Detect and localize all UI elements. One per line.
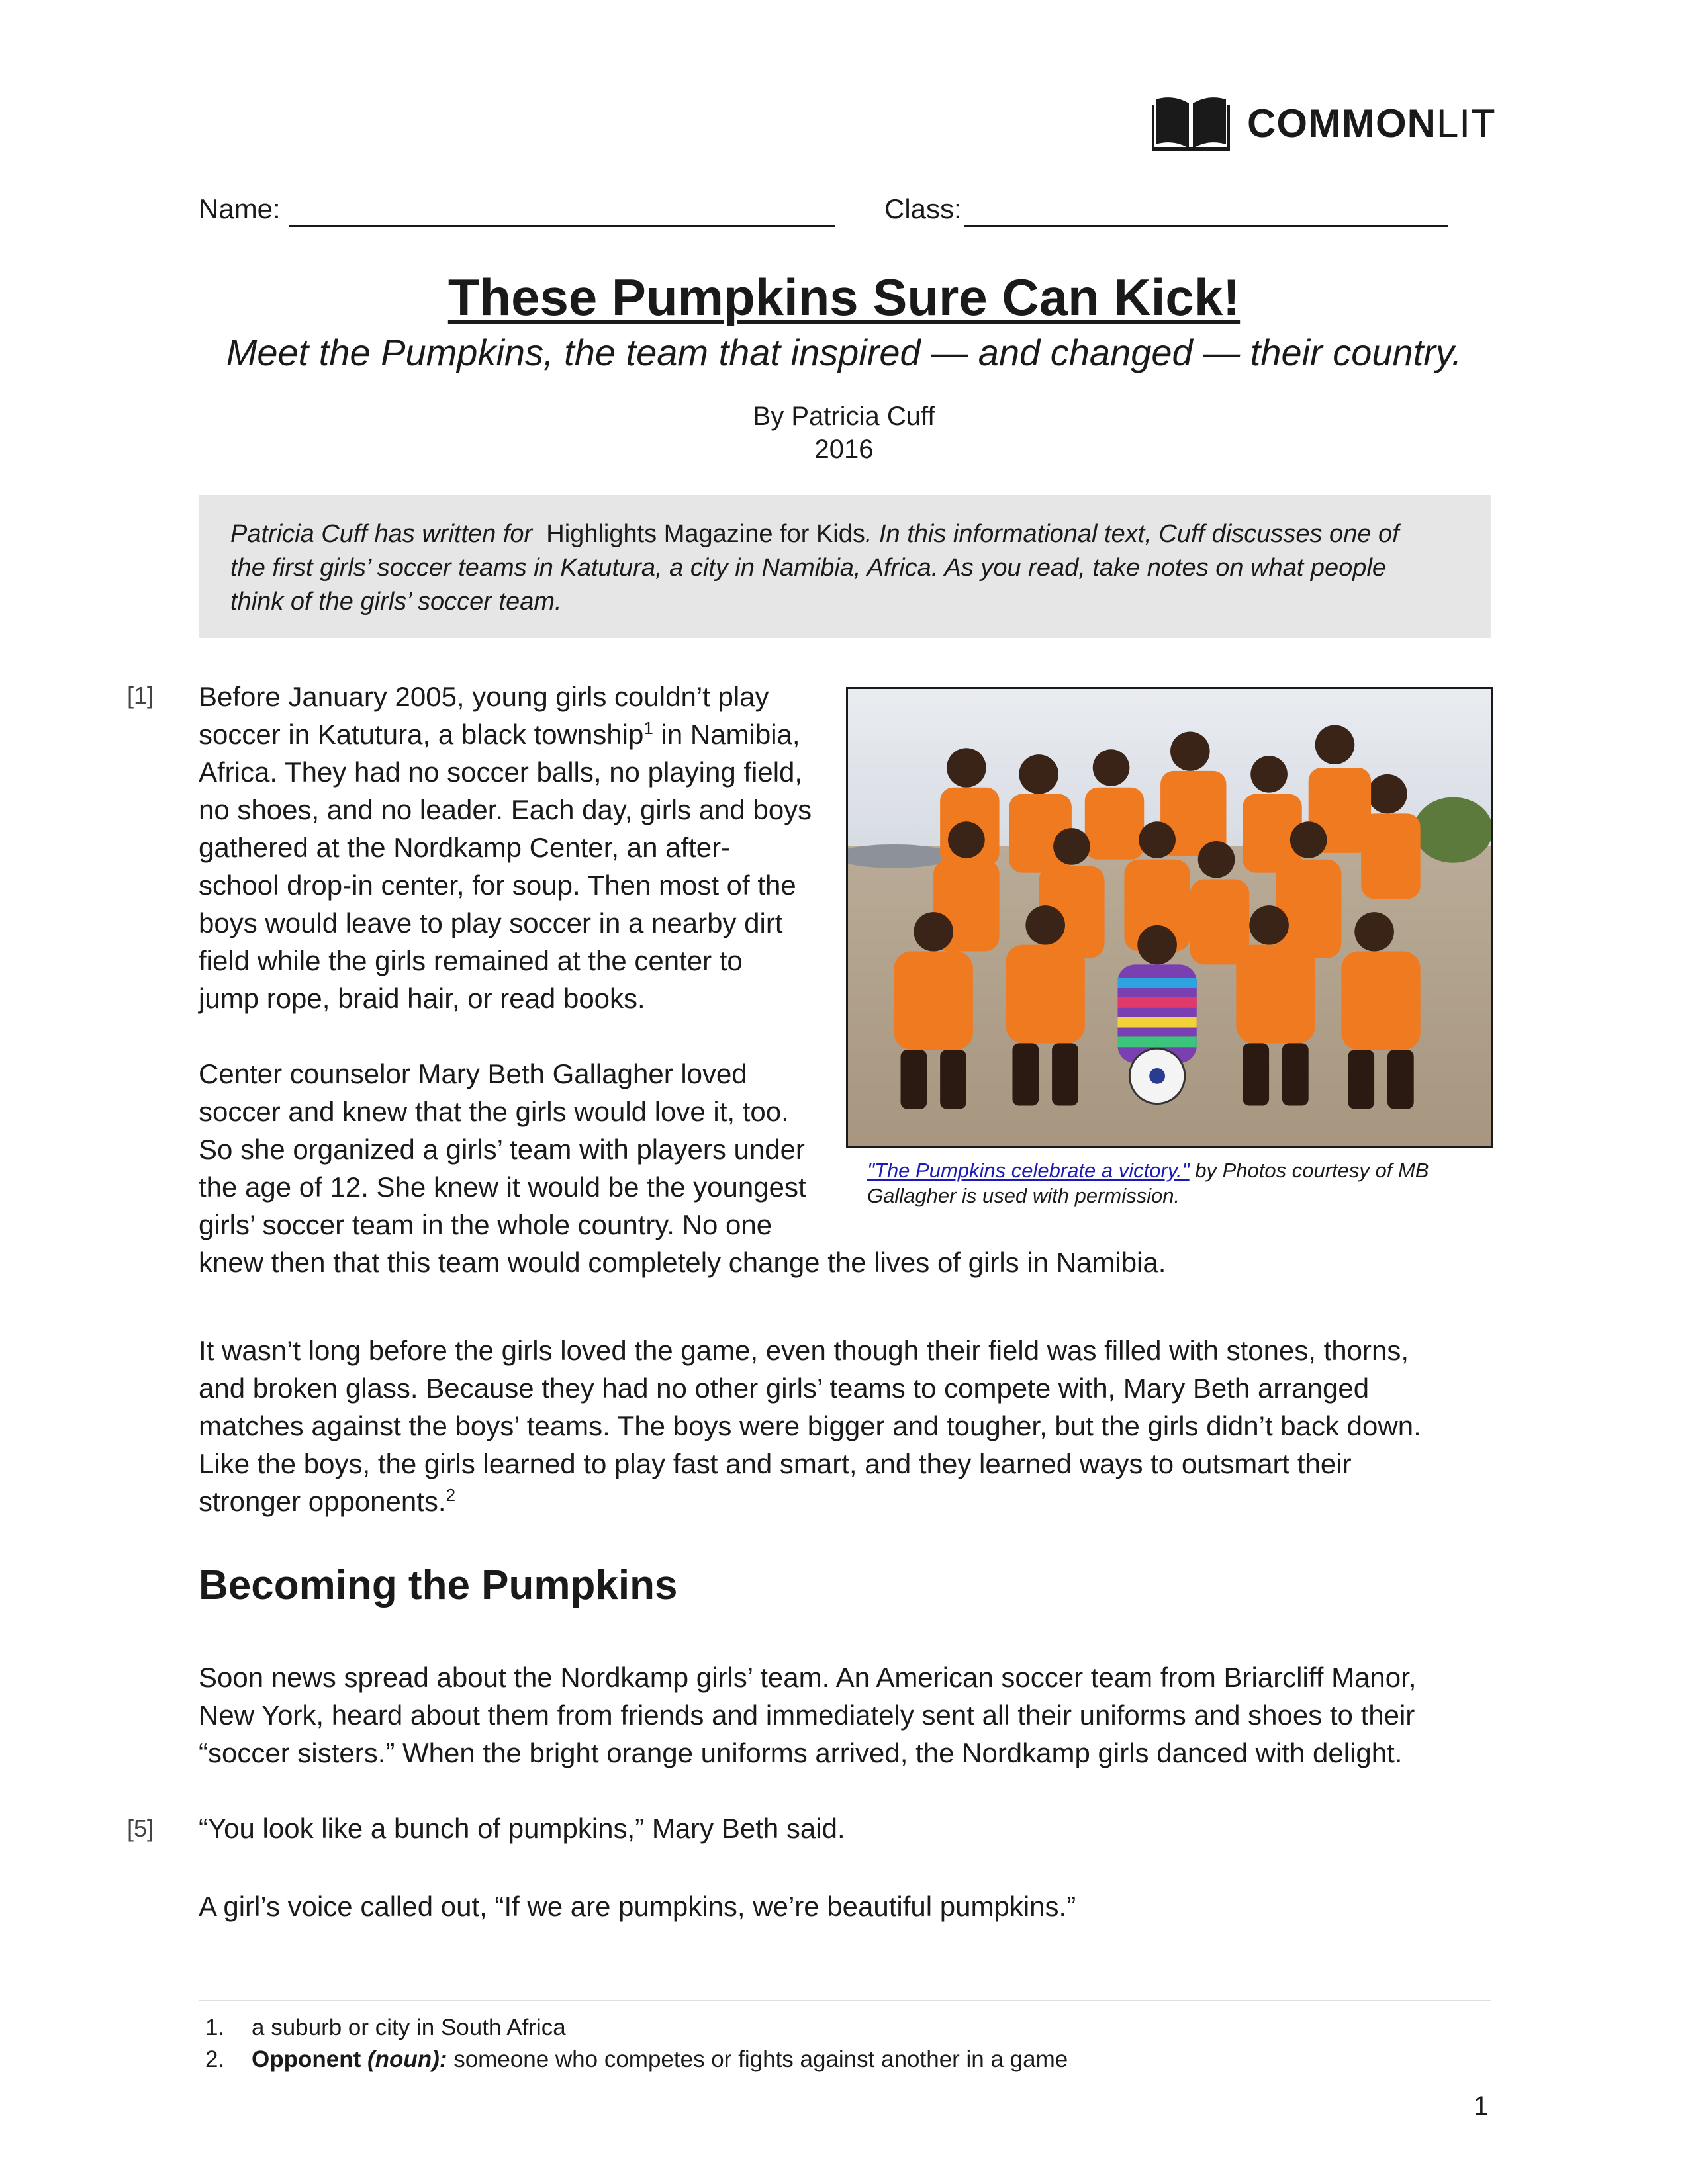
name-field[interactable] xyxy=(289,225,835,227)
intro-box: Patricia Cuff has written for Highlights Magazine for Kids. In this informational text, Cuff discusses one of the first girls’ soccer teams in Katutura, a city in Namibia, Africa. As you read, take notes on what people think of the girls’ soccer team. xyxy=(199,495,1491,638)
footnote-ref-1[interactable]: 1 xyxy=(643,718,653,738)
commonlit-logo xyxy=(1150,90,1501,156)
page-title: These Pumpkins Sure Can Kick! xyxy=(447,268,1241,326)
section-heading: Becoming the Pumpkins xyxy=(199,1563,678,1608)
footnote-1: 1. a suburb or city in South Africa xyxy=(205,2015,566,2040)
footnote-2: 2. Opponent (noun): someone who competes or fights against another in a game xyxy=(205,2046,1068,2072)
class-label: Class: xyxy=(884,193,962,224)
paragraph-number: [5] xyxy=(127,1815,154,1842)
brand-name: COMMONLIT xyxy=(1247,101,1496,146)
paragraph-1: Before January 2005, young girls couldn’t play soccer in Katutura, a black township$^1$ in Namibia, Africa. They had no soccer balls, no playing field, no shoes, and no leader. Each day, girls and boys gathered at the Nordkamp Center, an after- school drop-in center, for soup. Then most of the boys would leave to play soccer in a nearby dirt field while the girls remained at the center to jump rope, braid hair, or read books. xyxy=(199,681,812,1014)
footnote-divider xyxy=(199,2000,1491,2001)
author: By Patricia Cuff xyxy=(753,402,935,431)
footnote-ref-2[interactable]: 2 xyxy=(445,1485,456,1505)
subtitle: Meet the Pumpkins, the team that inspired — and changed — their country. xyxy=(226,332,1462,373)
paragraph-5: “You look like a bunch of pumpkins,” Mary Beth said. xyxy=(199,1813,845,1844)
page-number: 1 xyxy=(1474,2091,1489,2120)
name-label: Name: xyxy=(199,193,281,224)
footnotes xyxy=(199,2012,1068,2075)
byline xyxy=(0,400,1688,466)
paragraph-2: Center counselor Mary Beth Gallagher loved soccer and knew that the girls would love it, too. So she organized a girls’ team with players under the age of 12. She knew it would be the youngest girls’ soccer team in the whole country. No one knew then that this team would completely change the lives of girls in Namibia. xyxy=(199,1058,1166,1278)
team-photo xyxy=(846,687,1493,1148)
class-field[interactable] xyxy=(964,225,1448,227)
photo-caption-link[interactable]: "The Pumpkins celebrate a victory." xyxy=(867,1159,1190,1182)
paragraph-4: Soon news spread about the Nordkamp girls’ team. An American soccer team from Briarcliff Manor, New York, heard about them from friends and immediately sent all their uniforms and shoes to their “soccer sisters.” When the bright orange uniforms arrived, the Nordkamp girls danced with delight. xyxy=(199,1662,1417,1768)
paragraph-number: [1] xyxy=(127,682,154,709)
year: 2016 xyxy=(814,435,874,464)
paragraph-3: It wasn’t long before the girls loved the game, even though their field was filled with stones, thorns, and broken glass. Because they had no other girls’ teams to compete with, Mary Beth arranged matches against the boys’ teams. The boys were bigger and tougher, but the girls didn’t back down. Like the boys, the girls learned to play fast and smart, and they learned ways to outsmart their stronger opponents.$^2$ xyxy=(199,1335,1421,1517)
paragraph-6: A girl’s voice called out, “If we are pumpkins, we’re beautiful pumpkins.” xyxy=(199,1891,1076,1922)
photo-caption: "The Pumpkins celebrate a victory." by Photos courtesy of MB Gallagher is used with permission. xyxy=(867,1159,1429,1207)
book-icon xyxy=(1150,93,1231,154)
